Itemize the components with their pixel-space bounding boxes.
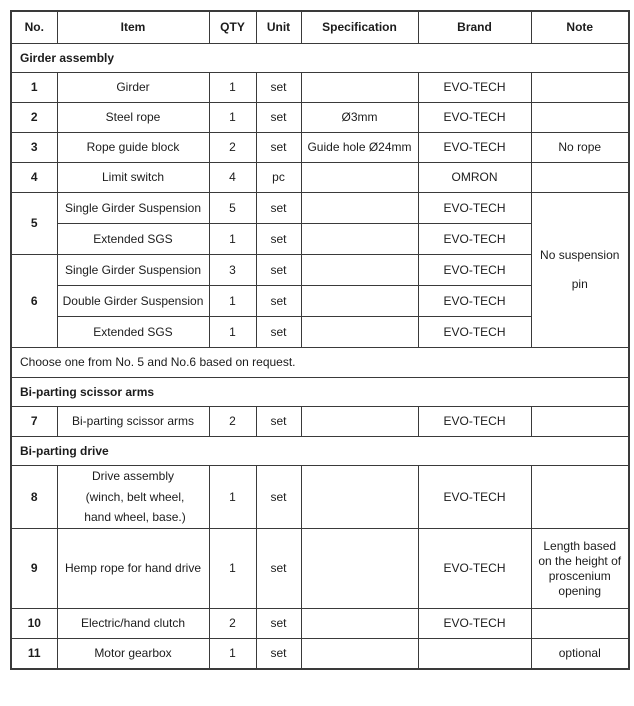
cell-brand: EVO-TECH (418, 609, 531, 639)
cell-qty: 3 (209, 255, 256, 286)
header-brand: Brand (418, 11, 531, 44)
cell-qty: 4 (209, 163, 256, 193)
cell-qty: 2 (209, 133, 256, 163)
cell-item: Limit switch (57, 163, 209, 193)
table-row-11 (11, 639, 629, 669)
item-line: Drive assembly (91, 469, 175, 484)
table-row-1 (11, 73, 629, 103)
cell-brand: EVO-TECH (418, 103, 531, 133)
cell-qty: 1 (209, 529, 256, 609)
cell-unit: set (256, 73, 301, 103)
cell-brand: EVO-TECH (418, 133, 531, 163)
cell-qty: 1 (209, 103, 256, 133)
cell-qty: 1 (209, 639, 256, 669)
cell-no: 10 (11, 609, 57, 639)
cell-qty: 2 (209, 609, 256, 639)
header-qty: QTY (209, 11, 256, 44)
section-girder-assembly-label: Girder assembly (11, 44, 629, 73)
cell-unit: set (256, 193, 301, 224)
note-line: pin (571, 277, 588, 291)
section-bi-parting-drive-label: Bi-parting drive (11, 437, 629, 466)
cell-no: 11 (11, 639, 57, 669)
cell-note (531, 609, 629, 639)
cell-item: Extended SGS (57, 317, 209, 348)
cell-note (531, 466, 629, 529)
cell-item: Single Girder Suspension (57, 193, 209, 224)
cell-item: Motor gearbox (57, 639, 209, 669)
cell-spec (301, 407, 418, 437)
note-line: No suspension (540, 248, 620, 262)
cell-item: Rope guide block (57, 133, 209, 163)
table-row-5a (11, 193, 629, 224)
cell-no: 9 (11, 529, 57, 609)
cell-item: Bi-parting scissor arms (57, 407, 209, 437)
table-row-2 (11, 103, 629, 133)
item-line: hand wheel, base.) (84, 510, 186, 525)
cell-note (531, 407, 629, 437)
cell-item: Single Girder Suspension (57, 255, 209, 286)
cell-no: 3 (11, 133, 57, 163)
cell-unit: set (256, 639, 301, 669)
cell-unit: set (256, 103, 301, 133)
cell-spec (301, 639, 418, 669)
cell-qty: 2 (209, 407, 256, 437)
header-no: No. (11, 11, 57, 44)
cell-spec: Guide hole Ø24mm (301, 133, 418, 163)
cell-brand: EVO-TECH (418, 193, 531, 224)
cell-spec (301, 73, 418, 103)
cell-no: 8 (11, 466, 57, 529)
cell-unit: set (256, 255, 301, 286)
section-bi-parting-drive (11, 437, 629, 466)
cell-note: Length based on the height of proscenium opening (531, 529, 629, 609)
cell-spec (301, 286, 418, 317)
cell-item: Electric/hand clutch (57, 609, 209, 639)
cell-no: 1 (11, 73, 57, 103)
cell-spec (301, 529, 418, 609)
cell-brand: EVO-TECH (418, 255, 531, 286)
choose-note-text: Choose one from No. 5 and No.6 based on request. (11, 348, 629, 378)
cell-item: Hemp rope for hand drive (57, 529, 209, 609)
cell-item: Steel rope (57, 103, 209, 133)
cell-qty: 1 (209, 466, 256, 529)
header-unit: Unit (256, 11, 301, 44)
cell-spec (301, 466, 418, 529)
table-row-4 (11, 163, 629, 193)
cell-qty: 1 (209, 317, 256, 348)
cell-note-merged (531, 193, 629, 348)
cell-unit: set (256, 407, 301, 437)
cell-spec: Ø3mm (301, 103, 418, 133)
cell-unit: set (256, 133, 301, 163)
choose-note-row (11, 348, 629, 378)
cell-unit: set (256, 466, 301, 529)
cell-brand: EVO-TECH (418, 317, 531, 348)
cell-qty: 1 (209, 286, 256, 317)
cell-brand: EVO-TECH (418, 529, 531, 609)
table-row-9 (11, 529, 629, 609)
cell-spec (301, 255, 418, 286)
header-specification: Specification (301, 11, 418, 44)
cell-brand: OMRON (418, 163, 531, 193)
cell-unit: set (256, 529, 301, 609)
cell-brand: EVO-TECH (418, 73, 531, 103)
table-row-8 (11, 466, 629, 529)
cell-item: Extended SGS (57, 224, 209, 255)
section-scissor-arms (11, 378, 629, 407)
cell-no: 2 (11, 103, 57, 133)
cell-spec (301, 224, 418, 255)
cell-note (531, 73, 629, 103)
parts-table (10, 10, 630, 670)
cell-spec (301, 193, 418, 224)
cell-brand: EVO-TECH (418, 407, 531, 437)
cell-unit: pc (256, 163, 301, 193)
cell-no: 6 (11, 255, 57, 348)
cell-note (531, 163, 629, 193)
cell-qty: 5 (209, 193, 256, 224)
table-row-3 (11, 133, 629, 163)
cell-note: optional (531, 639, 629, 669)
header-note: Note (531, 11, 629, 44)
header-item: Item (57, 11, 209, 44)
cell-spec (301, 163, 418, 193)
cell-unit: set (256, 286, 301, 317)
cell-note: No rope (531, 133, 629, 163)
cell-spec (301, 609, 418, 639)
cell-unit: set (256, 609, 301, 639)
cell-unit: set (256, 317, 301, 348)
cell-spec (301, 317, 418, 348)
cell-brand: EVO-TECH (418, 286, 531, 317)
section-scissor-arms-label: Bi-parting scissor arms (11, 378, 629, 407)
cell-item: Double Girder Suspension (57, 286, 209, 317)
header-row (11, 11, 629, 44)
cell-brand (418, 639, 531, 669)
cell-item (57, 466, 209, 529)
cell-brand: EVO-TECH (418, 466, 531, 529)
cell-no: 4 (11, 163, 57, 193)
cell-qty: 1 (209, 73, 256, 103)
cell-unit: set (256, 224, 301, 255)
item-line: (winch, belt wheel, (85, 489, 185, 504)
cell-no: 5 (11, 193, 57, 255)
cell-note (531, 103, 629, 133)
table-row-7 (11, 407, 629, 437)
parts-list (10, 10, 630, 670)
section-girder-assembly (11, 44, 629, 73)
table-row-10 (11, 609, 629, 639)
cell-no: 7 (11, 407, 57, 437)
cell-brand: EVO-TECH (418, 224, 531, 255)
cell-qty: 1 (209, 224, 256, 255)
cell-item: Girder (57, 73, 209, 103)
